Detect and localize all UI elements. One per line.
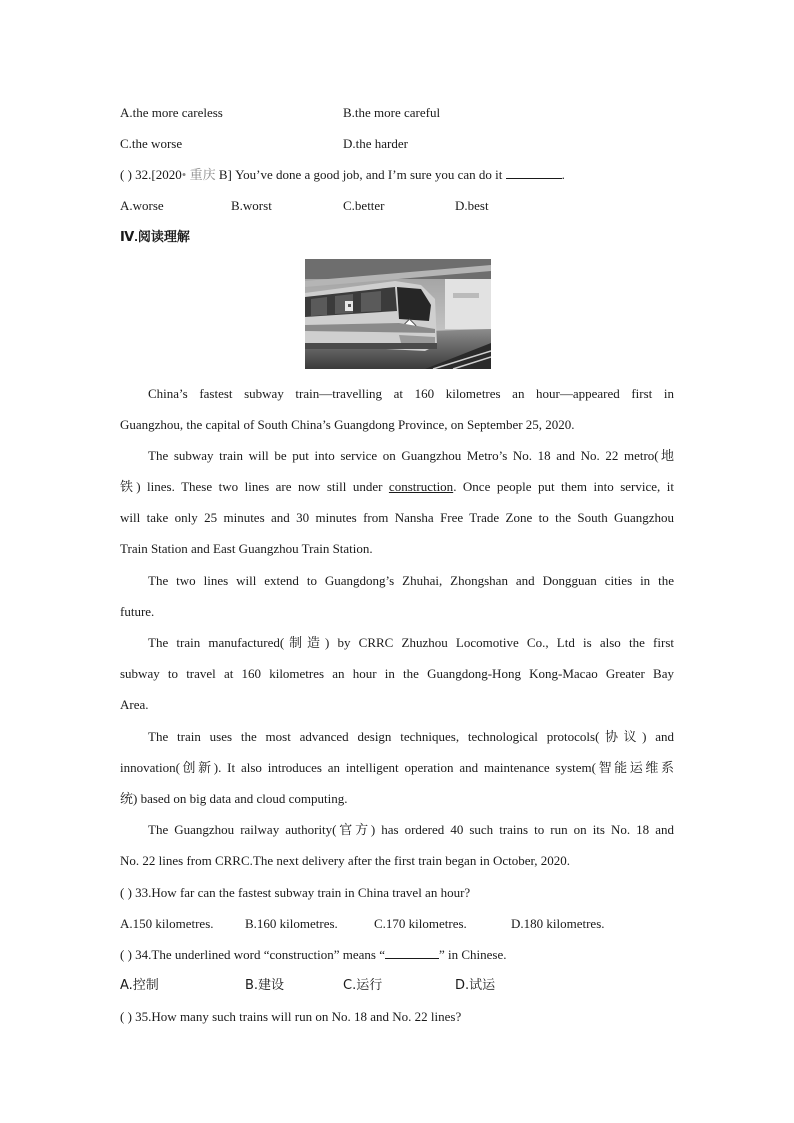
option-a: A.控制	[120, 978, 159, 993]
option-c: C.运行	[343, 978, 383, 993]
question-32	[120, 166, 565, 184]
passage-line: No. 22 lines from CRRC.The next delivery after the first train began in October, 2020.	[120, 853, 571, 868]
answer-paren: ( )	[120, 1009, 132, 1024]
section-title: Ⅳ.阅读理解	[120, 229, 190, 244]
question-text: You’ve done a good job, and I’m sure you can do it	[235, 167, 503, 182]
passage-line: innovation(创新). It also introduces an intelligent operation and maintenance system(智能运维系	[120, 760, 674, 775]
question-33	[120, 884, 470, 902]
underlined-word: construction	[388, 479, 454, 494]
option-c: C.170 kilometres.	[374, 916, 467, 931]
answer-paren: ( )	[120, 167, 132, 182]
option-b: B.the more careful	[343, 105, 441, 120]
question-source: • 重庆	[181, 167, 216, 182]
question-text: 34.The underlined word “construction” means “	[135, 947, 385, 962]
question-text: 33.How far can the fastest subway train in China travel an hour?	[135, 885, 471, 900]
passage-line: will take only 25 minutes and 30 minutes from Nansha Free Trade Zone to the South Guangzhou	[120, 510, 674, 525]
passage-line: 铁) lines. These two lines are now still under construction. Once people put them into service, it	[120, 479, 674, 494]
option-b: B.建设	[245, 978, 285, 993]
question-end: .	[561, 167, 565, 182]
passage-line: The two lines will extend to Guangdong’s Zhuhai, Zhongshan and Dongguan cities in the	[148, 573, 674, 588]
answer-paren: ( )	[120, 885, 132, 900]
question-text: 35.How many such trains will run on No. 18 and No. 22 lines?	[135, 1009, 462, 1024]
option-b: B.worst	[231, 198, 272, 213]
option-b: B.160 kilometres.	[245, 916, 338, 931]
answer-blank	[385, 946, 439, 959]
answer-blank	[506, 166, 562, 179]
question-text-end: ” in Chinese.	[438, 947, 507, 962]
passage-line: The subway train will be put into service on Guangzhou Metro’s No. 18 and No. 22 metro(地	[148, 448, 674, 463]
passage-line: 统) based on big data and cloud computing.	[120, 791, 348, 806]
passage-line: China’s fastest subway train—travelling at 160 kilometres an hour—appeared first in	[148, 386, 674, 401]
subway-train-photo	[305, 259, 491, 369]
passage-line: The train uses the most advanced design techniques, technological protocols(协议) and	[148, 729, 674, 744]
option-d: D.试运	[455, 978, 496, 993]
answer-paren: ( )	[120, 947, 132, 962]
passage-line: The train manufactured(制造) by CRRC Zhuzhou Locomotive Co., Ltd is also the first	[148, 635, 674, 650]
question-number: 32.[2020	[135, 167, 182, 182]
option-a: A.the more careless	[120, 105, 223, 120]
option-d: D.the harder	[343, 136, 408, 151]
option-c: C.better	[343, 198, 385, 213]
passage-line: future.	[120, 604, 155, 619]
option-a: A.worse	[120, 198, 164, 213]
option-d: D.180 kilometres.	[511, 916, 605, 931]
option-c: C.the worse	[120, 136, 183, 151]
passage-line: Guangzhou, the capital of South China’s Guangdong Province, on September 25, 2020.	[120, 417, 575, 432]
question-34	[120, 946, 507, 964]
option-a: A.150 kilometres.	[120, 916, 214, 931]
passage-line: subway to travel at 160 kilometres an hour in the Guangdong-Hong Kong-Macao Greater Bay	[120, 666, 674, 681]
passage-line: Train Station and East Guangzhou Train Station.	[120, 541, 373, 556]
option-d: D.best	[455, 198, 489, 213]
question-35	[120, 1008, 461, 1026]
passage-line: The Guangzhou railway authority(官方) has ordered 40 such trains to run on its No. 18 and	[148, 822, 674, 837]
question-source-tail: B]	[218, 167, 232, 182]
passage-line: Area.	[120, 697, 149, 712]
